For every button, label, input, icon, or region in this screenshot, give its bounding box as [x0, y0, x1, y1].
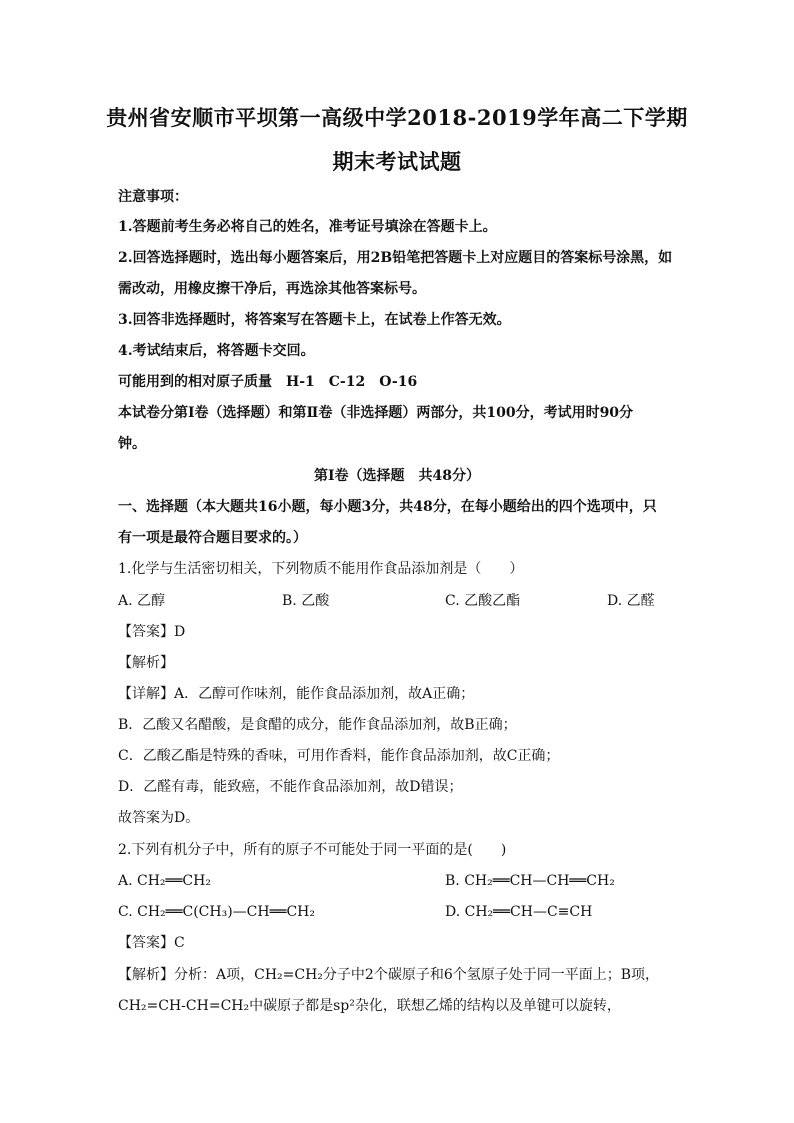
- section-desc-a: 一、选择题（本大题共16小题，每小题3分，共48分，在每小题给出的四个选项中，只: [118, 499, 657, 515]
- atomic-mass-line: 可能用到的相对原子质量 H-1 C-12 O-16: [118, 374, 418, 390]
- q1-detail-1: 【详解】A．乙醇可作味剂，能作食品添加剂，故A正确；: [118, 686, 475, 702]
- q2-answer: 【答案】C: [118, 935, 185, 951]
- title-line-2: 期末考试试题: [332, 149, 462, 174]
- notice-item-1: 1.答题前考生务必将自己的姓名，准考证号填涂在答题卡上。: [118, 219, 497, 235]
- q1-detail-4: D．乙醛有毒，能致癌，不能作食品添加剂，故D错误；: [118, 779, 463, 795]
- q2-stem: 2.下列有机分子中，所有的原子不可能处于同一平面的是( ): [118, 842, 507, 858]
- q2-option-d: D. CH₂══CH—C≡CH: [445, 904, 593, 920]
- q1-option-a: A. 乙醇: [118, 593, 166, 609]
- structure-line-b: 钟。: [118, 436, 146, 452]
- notice-item-4: 4.考试结束后，将答题卡交回。: [118, 343, 315, 359]
- q1-option-c: C. 乙酸乙酯: [445, 593, 521, 609]
- q1-stem: 1.化学与生活密切相关，下列物质不能用作食品添加剂是（ ）: [118, 561, 524, 577]
- notice-heading: 注意事项：: [118, 189, 188, 205]
- structure-line-a: 本试卷分第Ⅰ卷（选择题）和第Ⅱ卷（非选择题）两部分，共100分，考试用时90分: [118, 405, 634, 421]
- notice-item-3: 3.回答非选择题时，将答案写在答题卡上，在试卷上作答无效。: [118, 312, 511, 328]
- q2-option-c: C. CH₂══C(CH₃)—CH══CH₂: [118, 904, 315, 920]
- q1-detail-2: B．乙酸又名醋酸，是食醋的成分，能作食品添加剂，故B正确；: [118, 717, 517, 733]
- notice-item-2a: 2.回答选择题时，选出每小题答案后，用2B铅笔把答题卡上对应题目的答案标号涂黑，如: [118, 250, 673, 266]
- q1-analysis-heading: 【解析】: [118, 655, 174, 671]
- q1-option-d: D. 乙醛: [607, 593, 655, 609]
- part1-heading: 第Ⅰ卷（选择题 共48分）: [313, 468, 481, 484]
- q2-analysis-2: CH₂=CH-CH=CH₂中碳原子都是sp²杂化，联想乙烯的结构以及单键可以旋转，: [118, 998, 621, 1014]
- q1-answer: 【答案】D: [118, 624, 186, 640]
- q2-option-a: A. CH₂══CH₂: [118, 873, 211, 889]
- q1-conclusion: 故答案为D。: [118, 810, 200, 826]
- notice-item-2b: 需改动，用橡皮擦干净后，再选涂其他答案标号。: [118, 281, 426, 297]
- q2-analysis-1: 【解析】分析：A项，CH₂=CH₂分子中2个碳原子和6个氢原子处于同一平面上；B项，: [118, 967, 660, 983]
- title-line-1: 贵州省安顺市平坝第一高级中学2018-2019学年高二下学期: [106, 105, 688, 130]
- q2-option-b: B. CH₂══CH—CH══CH₂: [445, 873, 615, 889]
- q1-option-b: B. 乙酸: [282, 593, 330, 609]
- section-desc-b: 有一项是最符合题目要求的。）: [118, 530, 307, 546]
- q1-detail-3: C．乙酸乙酯是特殊的香味，可用作香料，能作食品添加剂，故C正确；: [118, 748, 560, 764]
